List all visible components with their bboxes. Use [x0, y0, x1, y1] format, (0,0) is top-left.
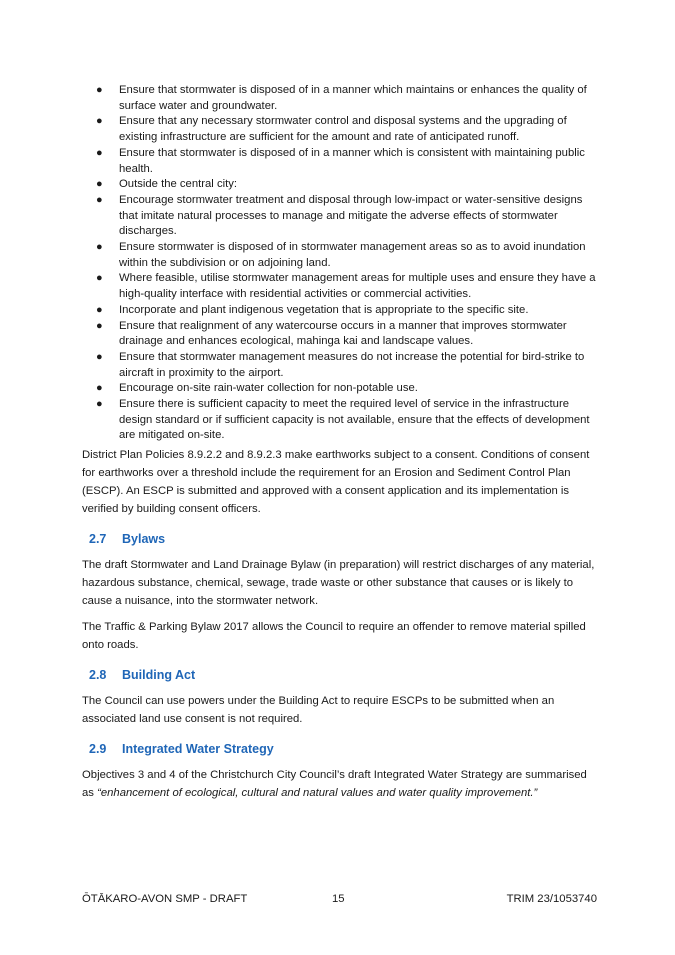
- bullet-icon: ●: [96, 146, 103, 159]
- footer-page-number: 15: [332, 893, 345, 905]
- section-title: Bylaws: [122, 532, 166, 547]
- paragraph-quote: “enhancement of ecological, cultural and natural values and water quality improvement.”: [97, 787, 538, 800]
- bullet-icon: ●: [96, 193, 103, 206]
- list-item: ● Outside the central city:: [82, 177, 597, 193]
- bullet-icon: ●: [96, 382, 103, 395]
- list-item: ● Ensure there is sufficient capacity to meet the required level of service in the infrastructure design standard or if sufficient capacity is not available, ensure that the effects of development are mitigated on-site.: [96, 398, 590, 442]
- bullet-icon: ●: [96, 115, 103, 128]
- page-footer: [82, 893, 597, 905]
- district-plan-paragraph: District Plan Policies 8.9.2.2 and 8.9.2.3 make earthworks subject to a consent. Conditions of consent for earthworks over a threshold include the requirement for an Erosion and Sediment Control Plan (ESCP). An ESCP is submitted and approved with a consent application and its implementation is verified by building consent officers.: [82, 449, 590, 516]
- bullet-icon: ●: [96, 319, 103, 332]
- section-title: Building Act: [122, 668, 196, 683]
- bullet-icon: ●: [96, 178, 103, 191]
- list-item: ● Ensure that realignment of any watercourse occurs in a manner that improves stormwater drainage and enhances ecological, mahinga kai and landscape values.: [96, 319, 567, 348]
- list-item: ● Ensure that stormwater is disposed of in a manner which maintains or enhances the quality of surface water and groundwater.: [96, 84, 587, 112]
- water-strategy-paragraph: [82, 766, 597, 802]
- bylaws-paragraph-1: The draft Stormwater and Land Drainage Bylaw (in preparation) will restrict discharges of any material, hazardous substance, chemical, sewage, trade waste or other substance that causes or is likely to cause a nuisance, into the stormwater network.: [82, 559, 595, 608]
- list-item: ● Ensure that any necessary stormwater control and disposal systems and the upgrading of existing infrastructure are sufficient for the amount and rate of anticipated runoff.: [96, 115, 567, 144]
- bullet-icon: ●: [96, 350, 103, 363]
- list-item: ● Ensure stormwater is disposed of in stormwater management areas so as to avoid inundation within the subdivision or on adjoining land.: [96, 241, 586, 269]
- section-number: 2.9: [89, 742, 107, 757]
- footer-document-title: ŌTĀKARO-AVON SMP - DRAFT: [82, 893, 248, 905]
- bylaws-paragraph-2: The Traffic & Parking Bylaw 2017 allows the Council to require an offender to remove material spilled onto roads.: [82, 621, 586, 652]
- bullet-icon: ●: [96, 398, 103, 411]
- bullet-icon: ●: [96, 84, 103, 96]
- building-act-paragraph: The Council can use powers under the Building Act to require ESCPs to be submitted when an associated land use consent is not required.: [82, 695, 555, 726]
- policy-bullet-list: [82, 83, 597, 444]
- page-content: [82, 83, 597, 802]
- list-item: ● Ensure that stormwater is disposed of in a manner which is consistent with maintaining public health.: [96, 146, 585, 175]
- section-heading-integrated-water-strategy: [89, 742, 597, 756]
- paragraph-lead: Objectives 3 and 4 of the Christchurch City Council’s draft Integrated Water Strategy are summarised as: [82, 769, 587, 800]
- section-heading-bylaws: [89, 532, 597, 546]
- list-item: ● Ensure that stormwater management measures do not increase the potential for bird-strike to aircraft in proximity to the airport.: [96, 350, 585, 379]
- list-item: ● Encourage stormwater treatment and disposal through low-impact or water-sensitive designs that imitate natural processes to manage and mitigate the adverse effects of stormwater discharges.: [96, 193, 583, 238]
- bullet-icon: ●: [96, 272, 103, 285]
- section-number: 2.8: [89, 668, 107, 683]
- footer-trim-reference: TRIM 23/1053740: [506, 893, 597, 905]
- bullet-icon: ●: [96, 241, 103, 254]
- bullet-icon: ●: [96, 303, 103, 316]
- list-item: ● Incorporate and plant indigenous vegetation that is appropriate to the specific site.: [82, 303, 597, 319]
- section-title: Integrated Water Strategy: [122, 742, 274, 757]
- list-item: ● Where feasible, utilise stormwater management areas for multiple uses and ensure they have a high-quality interface with residential activities or commercial activities.: [96, 272, 596, 301]
- section-number: 2.7: [89, 532, 107, 547]
- section-heading-building-act: [89, 668, 597, 682]
- list-item: ● Encourage on-site rain-water collection for non-potable use.: [82, 381, 597, 397]
